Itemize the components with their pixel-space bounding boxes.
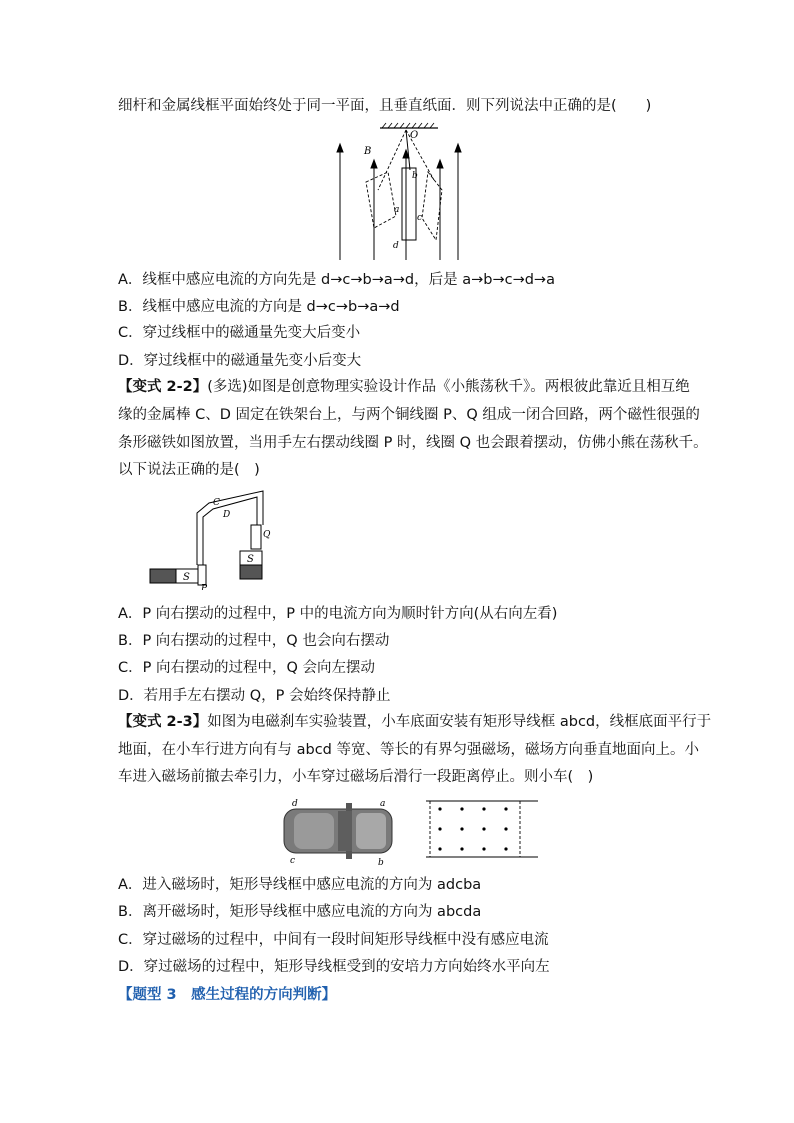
- fig1-label-a: a: [394, 205, 400, 215]
- q1-option-b: B．线框中感应电流的方向是 d→c→b→a→d: [118, 299, 400, 315]
- fig1-label-c: c: [417, 213, 423, 223]
- fig1-label-O: O: [410, 130, 419, 141]
- q2-option-c: C．P 向右摆动的过程中，Q 会向左摆动: [118, 660, 375, 676]
- fig2-magnet2-S: S: [247, 554, 254, 565]
- q3-line-3: 车进入磁场前撤去牵引力，小车穿过磁场后滑行一段距离停止。则小车( ): [118, 769, 594, 785]
- fig2-label-C: C: [213, 498, 220, 508]
- fig2-label-P: P: [201, 584, 208, 590]
- fig3-label-a: a: [380, 799, 386, 809]
- fig2-label-D: D: [223, 510, 231, 520]
- q2-line-1: [118, 377, 690, 397]
- fig2-label-Q: Q: [263, 530, 271, 540]
- fig3-label-c: c: [290, 856, 296, 866]
- section-heading: 【题型 3 感生过程的方向判断】: [118, 987, 337, 1003]
- q3-option-a: A．进入磁场时，矩形导线框中感应电流的方向为 adcba: [118, 877, 482, 893]
- fig3-label-d: d: [292, 799, 298, 809]
- figure-car-field: [280, 797, 542, 869]
- q3-option-d: D．穿过磁场的过程中，矩形导线框受到的安培力方向始终水平向左: [118, 959, 550, 975]
- q3-option-c: C．穿过磁场的过程中，中间有一段时间矩形导线框中没有感应电流: [118, 932, 549, 948]
- q2-line-2: 缘的金属棒 C、D 固定在铁架台上，与两个铜线圈 P、Q 组成一闭合回路，两个磁性很强的: [118, 407, 700, 423]
- fig1-label-B: B: [364, 146, 372, 157]
- q3-tag: 【变式 2-3】: [118, 714, 208, 730]
- q2-option-b: B．P 向右摆动的过程中，Q 也会向右摆动: [118, 633, 390, 649]
- fig1-label-b: b: [412, 171, 418, 181]
- q1-option-d: D．穿过线框中的磁通量先变小后变大: [118, 353, 362, 369]
- car-image: [284, 803, 392, 859]
- q2-tag: 【变式 2-2】: [118, 379, 208, 395]
- figure-pendulum-frame: [330, 120, 480, 265]
- q3-line-1-text: 如图为电磁刹车实验装置，小车底面安装有矩形导线框 abcd，线框底面平行于: [207, 714, 712, 730]
- intro-text: 细杆和金属线框平面始终处于同一平面，且垂直纸面．则下列说法中正确的是( ): [118, 98, 652, 114]
- q2-line-4: 以下说法正确的是( ): [118, 462, 260, 478]
- q2-option-d: D．若用手左右摆动 Q，P 会始终保持静止: [118, 688, 391, 704]
- fig2-magnet1-S: S: [183, 572, 190, 583]
- q2-line-1-text: (多选)如图是创意物理实验设计作品《小熊荡秋千》。两根彼此靠近且相互绝: [207, 379, 690, 395]
- fig1-label-d: d: [393, 241, 399, 251]
- figure-bear-swing: [145, 485, 275, 590]
- fig3-label-b: b: [378, 858, 384, 868]
- q3-line-1: [118, 712, 711, 732]
- q3-option-b: B．离开磁场时，矩形导线框中感应电流的方向为 abcda: [118, 904, 482, 920]
- q2-option-a: A．P 向右摆动的过程中，P 中的电流方向为顺时针方向(从右向左看): [118, 606, 558, 622]
- q1-option-c: C．穿过线框中的磁通量先变大后变小: [118, 325, 361, 341]
- q1-option-a: A．线框中感应电流的方向先是 d→c→b→a→d，后是 a→b→c→d→a: [118, 272, 555, 288]
- field-dots: [438, 807, 507, 850]
- q2-line-3: 条形磁铁如图放置，当用手左右摆动线圈 P 时，线圈 Q 也会跟着摆动，仿佛小熊在荡秋千。: [118, 435, 708, 451]
- q3-line-2: 地面，在小车行进方向有与 abcd 等宽、等长的有界匀强磁场，磁场方向垂直地面向上。小: [118, 742, 699, 758]
